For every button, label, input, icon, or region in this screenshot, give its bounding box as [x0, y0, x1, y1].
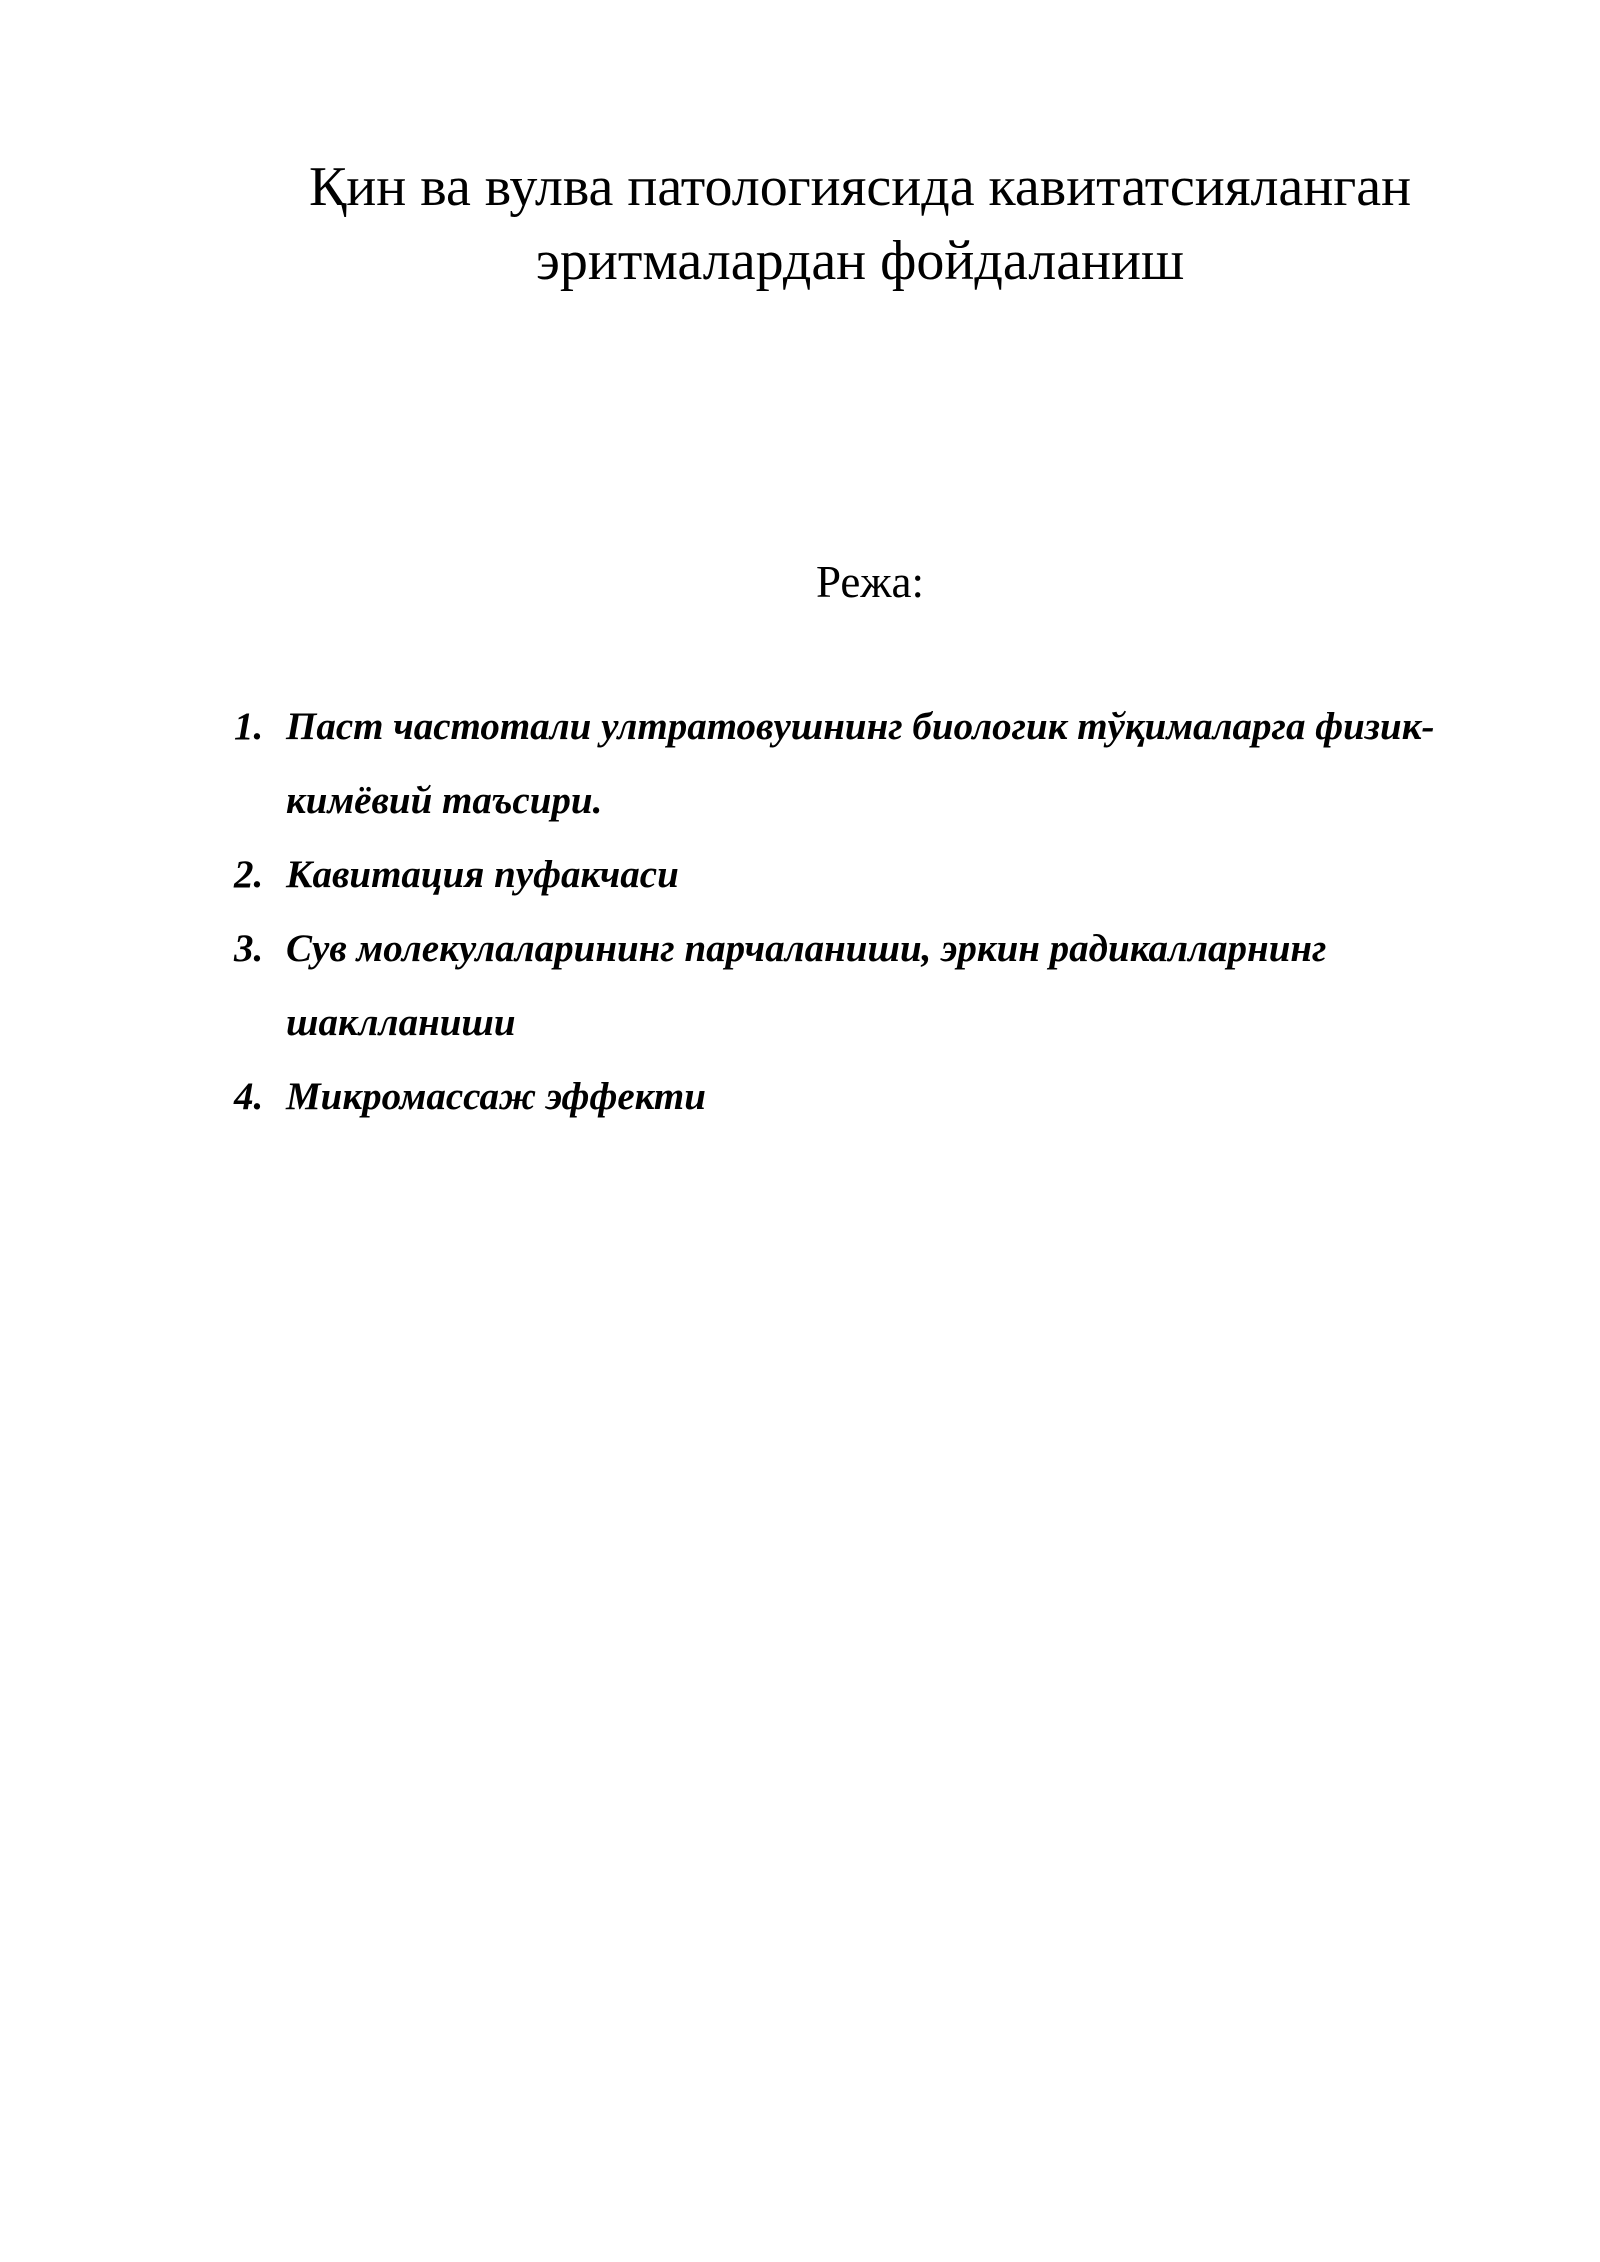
plan-item-1: [234, 690, 1494, 838]
plan-list: [234, 690, 1494, 1134]
plan-item-text: Кавитация пуфакчаси: [286, 853, 679, 896]
plan-item-number: 3.: [234, 927, 264, 970]
plan-item-3: [234, 912, 1494, 1060]
plan-item-text: Микромассаж эффекти: [286, 1075, 706, 1118]
title-line-2: эритмалардан фойдаланиш: [535, 230, 1185, 292]
plan-item-number: 4.: [234, 1075, 264, 1118]
plan-heading: Режа:: [816, 557, 924, 607]
plan-item-2: [234, 838, 1494, 912]
plan-item-number: 2.: [234, 853, 264, 896]
plan-item-text: Паст частотали ултратовушнинг биологик тўқималарга физик-кимёвий таъсири.: [286, 705, 1435, 822]
title-line-1: Қин ва вулва патологиясида кавитатсияланган: [308, 156, 1412, 218]
plan-item-4: [234, 1060, 1494, 1134]
page-title: [250, 150, 1470, 298]
plan-item-text: Сув молекулаларининг парчаланиши, эркин радикалларнинг шаклланиши: [286, 927, 1327, 1044]
plan-item-number: 1.: [234, 705, 264, 748]
